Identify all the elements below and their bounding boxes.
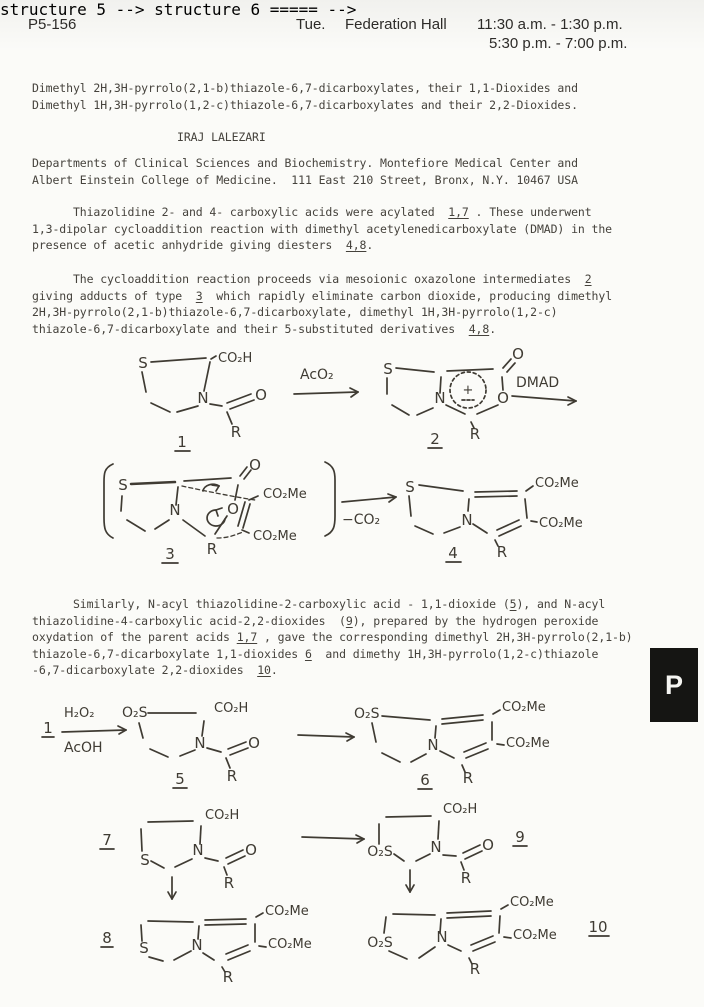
- atom-label-n: N: [191, 936, 203, 954]
- atom-label-o-ring: O: [227, 500, 239, 518]
- arrow-h2o2-line: [62, 726, 126, 734]
- author-name: IRAJ LALEZARI: [177, 130, 266, 144]
- atom-label-n: N: [436, 928, 448, 946]
- label-minus-co2: −CO₂: [342, 512, 381, 528]
- abstract-paragraph-3: Similarly, N-acyl thiazolidine-2-carboxylic acid - 1,1-dioxide (5), and N-acyl thiazolidine-4-carboxylic acid-2,2-dioxides (9), prepared by the hydrogen peroxide oxydation of the parent acids 1,7 , gave the corresponding dimethyl 2H,3H-pyrrolo(2,1-b) thiazole-6,7-dicarboxylate 1,1-dioxides 6 and dimethy 1H,3H-pyrrolo(1,2-c)thiazole -6,7-dicarboxylate 2,2-dioxides 10.: [32, 597, 633, 678]
- abstract-page: P5-156 Tue. Federation Hall 11:30 a.m. - 1:30 p.m. 5:30 p.m. - 7:00 p.m. Dimethyl 2H,3H-pyrrolo(2,1-b)thiazole-6,7-dicarboxylates, their 1,1-Dioxides and Dimethyl 1H,3H-pyrrolo(1,2-c)thiazole-6,7-dicarboxylates and their 2,2-Dioxides. IRAJ LALEZARI Departments of Clinical Sciences and Biochemistry. Montefiore Medical Center and Albert Einstein College of Medicine. 111 East 210 Street, Bronx, N.Y. 10467 USA Thiazolidine 2- and 4- carboxylic acids were acylated 1,7 . These underwent 1,3-dipolar cycloaddition reaction with dimethyl acetylenedicarboxylate (DMAD) in the presence of acetic anhydride giving diesters 4,8. The cycloaddition reaction proceeds via mesoionic oxazolone intermediates 2 giving adducts of type 3 which rapidly eliminate carbon dioxide, producing dimethyl 2H,3H-pyrrolo(2,1-b)thiazole-6,7-dicarboxylate, dimethyl 1H,3H-pyrrolo(1,2-c) thiazole-6,7-dicarboxylate and their 5-substituted derivatives 4,8. Similarly, N-acyl thiazolidine-2-carboxylic acid - 1,1-dioxide (5), and N-acyl thiazolidine-4-carboxylic acid-2,2-dioxides (9), prepared by the hydrogen peroxide oxydation of the parent acids 1,7 , gave the corresponding dimethyl 2H,3H-pyrrolo(2,1-b) thiazole-6,7-dicarboxylate 1,1-dioxides 6 and dimethy 1H,3H-pyrrolo(1,2-c)thiazole -6,7-dicarboxylate 2,2-dioxides 10. P S CO₂H N O R 1 AcO₂ + S N O O R 2 DMAD S N O O CO₂Me CO₂Me R 3 −CO₂ S N CO₂Me CO₂Me R 4 structure 5 --> structure 6 ===== --> 1 H₂O₂ AcOH O₂S CO₂H N O R 5 O₂S N CO₂Me CO₂Me R 6 7 CO₂H N S O R CO₂H N O₂S O R 9 8 S N CO₂Me CO₂Me R O₂S N CO₂Me CO₂Me R 10: [0, 0, 704, 1007]
- atom-label-n: N: [197, 389, 209, 407]
- structure-9-dioxide-drawing: [366, 796, 566, 904]
- session-location: Federation Hall: [345, 16, 447, 33]
- arrow-dmad: [510, 372, 590, 408]
- atom-label-s: S: [138, 354, 148, 372]
- structure-4-bonds: [409, 485, 537, 546]
- group-label-co2h: CO₂H: [218, 351, 253, 366]
- structure-1-thiazolidine-drawing: [115, 346, 305, 464]
- group-label-co2me-top: CO₂Me: [263, 487, 307, 502]
- structure-10-dioxide-diester-drawing: [363, 889, 663, 1001]
- group-label-o2s: O₂S: [367, 844, 393, 860]
- compound-number-10: 10: [588, 918, 608, 936]
- group-label-co2me-bottom: CO₂Me: [268, 937, 312, 952]
- substituent-label-r: R: [469, 425, 481, 443]
- affiliation: [32, 155, 578, 188]
- title-line-1: Dimethyl 2H,3H-pyrrolo(2,1-b)thiazole-6,7-dicarboxylates, their 1,1-Dioxides and: [32, 81, 578, 95]
- compound-number-6: 6: [420, 771, 430, 789]
- reagent-label-aco2: AcO₂: [300, 367, 334, 383]
- arrow-aco2-line: [294, 388, 358, 397]
- group-label-co2h: CO₂H: [205, 808, 240, 823]
- atom-label-n: N: [434, 389, 446, 407]
- group-label-co2h: CO₂H: [214, 701, 249, 716]
- abstract-paragraph-2: The cycloaddition reaction proceeds via mesoionic oxazolone intermediates 2 giving adducts of type 3 which rapidly eliminate carbon dioxide, producing dimethyl 2H,3H-pyrrolo(2,1-b)thiazole-6,7-dicarboxylate, dimethyl 1H,3H-pyrrolo(1,2-c) thiazole-6,7-dicarboxylate and their 5-substituted derivatives 4,8.: [32, 272, 613, 336]
- arrow-aco2: [290, 362, 372, 404]
- arrow-dmad-line: [512, 396, 576, 405]
- atom-label-o-exo: O: [512, 345, 524, 363]
- atom-label-o: O: [248, 734, 260, 752]
- session-time-1: 11:30 a.m. - 1:30 p.m.: [477, 16, 623, 33]
- substituent-label-r: R: [206, 540, 218, 558]
- atom-label-s: S: [405, 478, 415, 496]
- compound-number-8: 8: [102, 929, 112, 947]
- compound-number-2: 2: [430, 430, 440, 448]
- left-bracket: [104, 464, 113, 538]
- atom-label-s: S: [139, 939, 149, 957]
- compound-number-7: 7: [102, 831, 112, 849]
- atom-label-n: N: [430, 838, 442, 856]
- title-line-2: Dimethyl 1H,3H-pyrrolo(1,2-c)thiazole-6,7-dicarboxylates and their 2,2-Dioxides.: [32, 97, 578, 112]
- affiliation-line-2: Albert Einstein College of Medicine. 111 East 210 Street, Bronx, N.Y. 10467 USA: [32, 172, 578, 187]
- substituent-label-r: R: [462, 769, 474, 787]
- session-time-2: 5:30 p.m. - 7:00 p.m.: [489, 35, 628, 52]
- atom-label-n: N: [194, 734, 206, 752]
- structure-3-adduct-drawing: [85, 458, 360, 582]
- structure-2-bonds: [387, 359, 515, 428]
- group-label-o2s: O₂S: [122, 705, 148, 721]
- compound-number-3: 3: [165, 545, 175, 563]
- group-label-co2h: CO₂H: [443, 802, 478, 817]
- group-label-co2me-bottom: CO₂Me: [539, 516, 583, 531]
- structure-4-pyrrolothiazole-drawing: [395, 458, 650, 582]
- atom-label-o-ring: O: [497, 389, 509, 407]
- reagent-label-h2o2: H₂O₂: [64, 706, 95, 721]
- paper-title: [32, 80, 578, 113]
- structure-5-dioxide-drawing: [118, 696, 313, 802]
- group-label-co2me-bottom: CO₂Me: [253, 529, 297, 544]
- substituent-label-r: R: [496, 543, 508, 561]
- atom-label-n: N: [427, 736, 439, 754]
- group-label-o2s: O₂S: [354, 706, 380, 722]
- group-label-o2s: O₂S: [367, 935, 393, 951]
- reagent-label-dmad: DMAD: [516, 375, 560, 391]
- structure-6-dioxide-diester-drawing: [352, 696, 620, 802]
- group-label-co2me-top: CO₂Me: [510, 895, 554, 910]
- atom-label-s: S: [140, 851, 150, 869]
- compound-number-4: 4: [448, 544, 458, 562]
- group-label-co2me-bottom: CO₂Me: [506, 736, 550, 751]
- arrow-minus-co2-line: [342, 494, 396, 502]
- index-tab-letter: P: [664, 669, 683, 700]
- arrow-7-to-9-line: [302, 835, 364, 843]
- compound-number-1: 1: [177, 433, 187, 451]
- affiliation-line-1: Departments of Clinical Sciences and Biochemistry. Montefiore Medical Center and: [32, 156, 578, 170]
- reagent-label-acoh: AcOH: [64, 740, 103, 756]
- compound-number-1-ref: 1: [43, 719, 53, 737]
- group-label-co2me-bottom: CO₂Me: [513, 928, 557, 943]
- substituent-label-r: R: [469, 960, 481, 978]
- atom-label-o: O: [245, 841, 257, 859]
- substituent-label-r: R: [222, 968, 234, 986]
- atom-label-n: N: [169, 501, 181, 519]
- right-bracket: [325, 462, 335, 536]
- group-label-co2me-top: CO₂Me: [502, 700, 546, 715]
- atom-label-o: O: [482, 836, 494, 854]
- group-label-co2me-top: CO₂Me: [265, 904, 309, 919]
- arrow-to-6-line: [298, 733, 354, 741]
- atom-label-n: N: [192, 841, 204, 859]
- compound-number-5: 5: [175, 770, 185, 788]
- group-label-co2me-top: CO₂Me: [535, 476, 579, 491]
- atom-label-o-exo: O: [249, 456, 261, 474]
- plus-charge-label: +: [462, 383, 474, 398]
- atom-label-s: S: [383, 360, 393, 378]
- substituent-label-r: R: [223, 874, 235, 892]
- substituent-label-r: R: [460, 869, 472, 887]
- session-day: Tue.: [296, 16, 326, 33]
- session-code: P5-156: [28, 16, 77, 33]
- structure-8-pyrrolothiazole-drawing: [100, 891, 360, 1003]
- abstract-paragraph-1: Thiazolidine 2- and 4- carboxylic acids were acylated 1,7 . These underwent 1,3-dipolar cycloaddition reaction with dimethyl acetylenedicarboxylate (DMAD) in the presence of acetic anhydride giving diesters 4,8.: [32, 205, 613, 253]
- substituent-label-r: R: [226, 767, 238, 785]
- atom-label-s: S: [118, 476, 128, 494]
- structure-8-bonds: [141, 913, 266, 972]
- atom-label-n: N: [461, 511, 473, 529]
- atom-label-o: O: [255, 386, 267, 404]
- substituent-label-r: R: [230, 423, 242, 441]
- index-tab-p: [650, 648, 698, 722]
- compound-number-9: 9: [515, 828, 525, 846]
